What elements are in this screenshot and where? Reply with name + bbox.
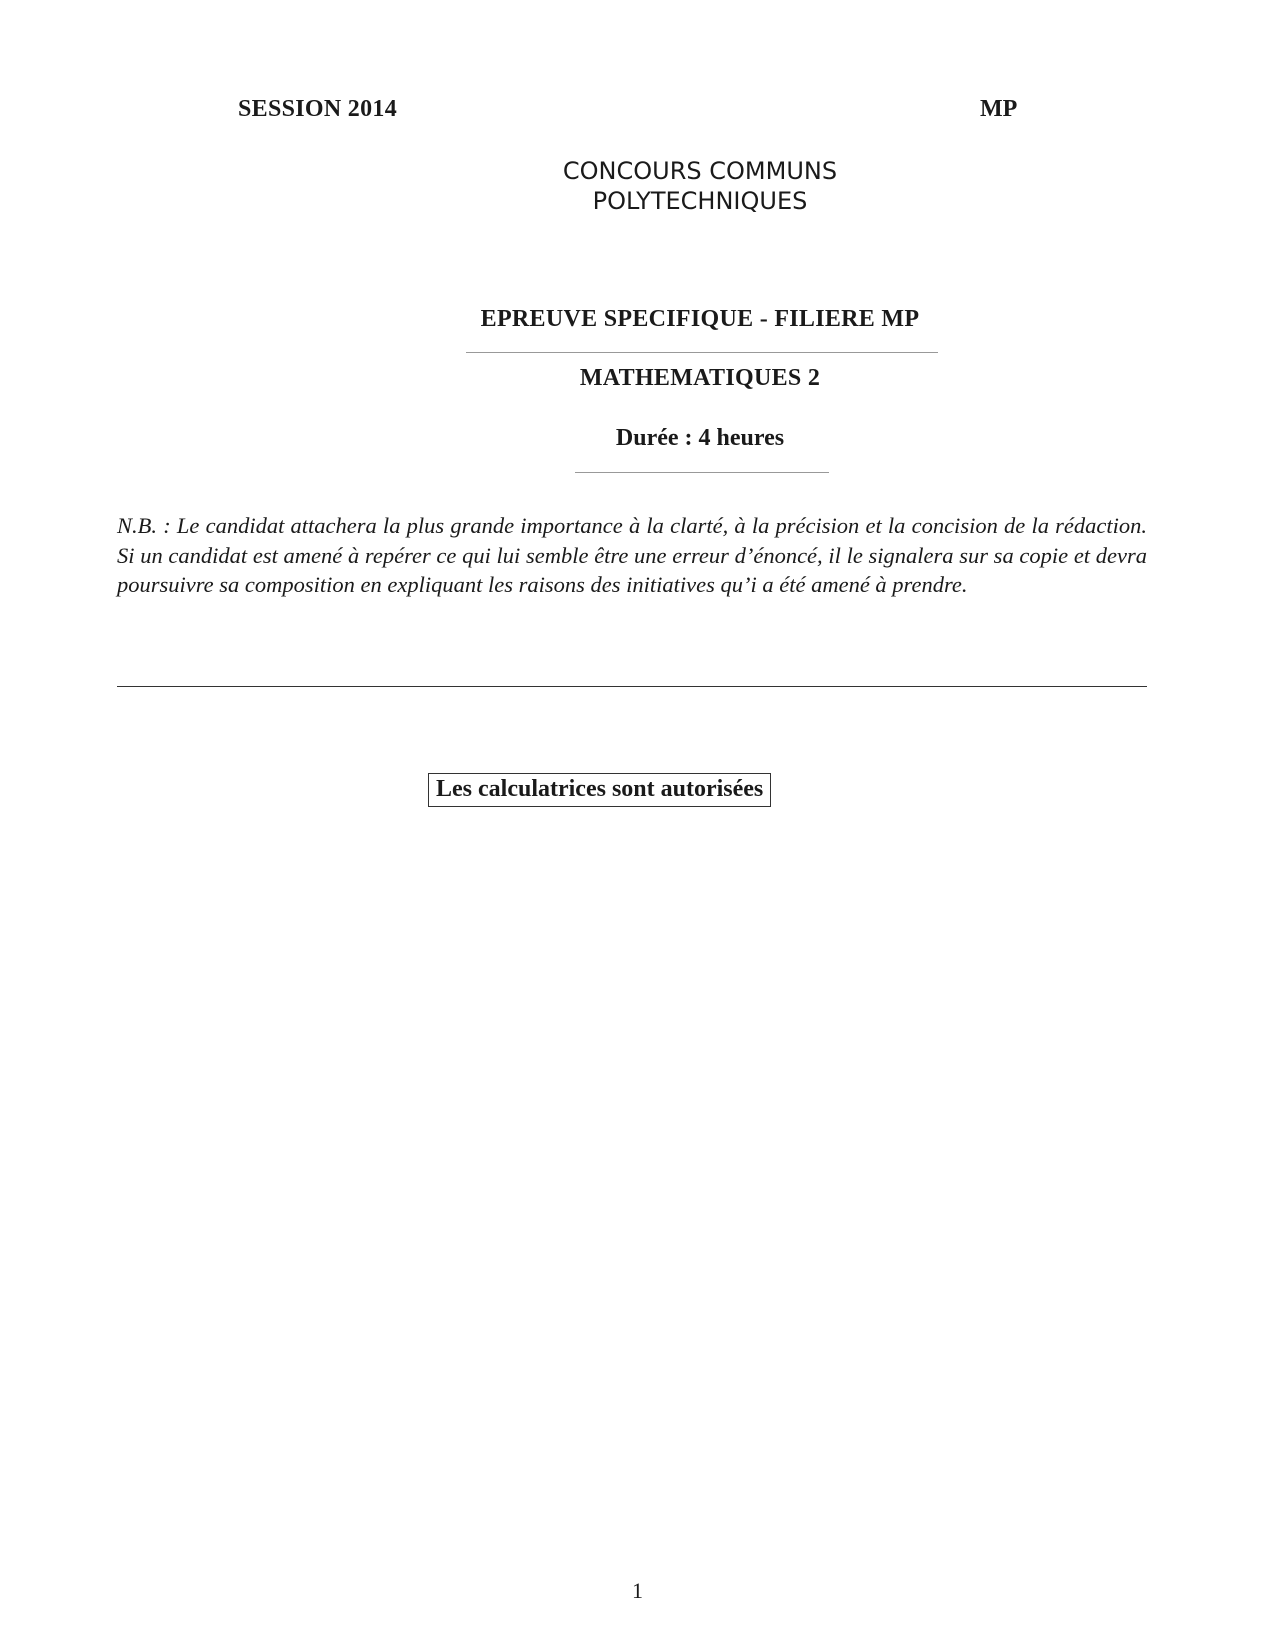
exam-subject: MATHEMATIQUES 2	[579, 365, 821, 391]
session-label: SESSION 2014	[238, 96, 397, 122]
duration-divider	[575, 472, 829, 473]
organization-line-1: CONCOURS COMMUNS	[562, 157, 838, 185]
filiere-code: MP	[980, 96, 1018, 122]
exam-title: EPREUVE SPECIFIQUE - FILIERE MP	[480, 306, 920, 332]
organization-name	[500, 156, 900, 216]
page-number: 1	[632, 1578, 643, 1603]
exam-duration: Durée : 4 heures	[615, 425, 785, 451]
candidate-notice: N.B. : Le candidat attachera la plus grande importance à la clarté, à la précision et la concision de la rédaction. Si un candidat est amené à repérer ce qui lui semble être une erreur d’énoncé, il le signalera sur sa copie et devra poursuivre sa composition en expliquant les raisons des initiatives qu’i a été amené à prendre.	[117, 513, 1147, 597]
section-divider	[117, 686, 1147, 687]
organization-line-2: POLYTECHNIQUES	[592, 187, 808, 215]
title-divider	[466, 352, 938, 353]
calculators-allowed-box: Les calculatrices sont autorisées	[428, 773, 771, 807]
